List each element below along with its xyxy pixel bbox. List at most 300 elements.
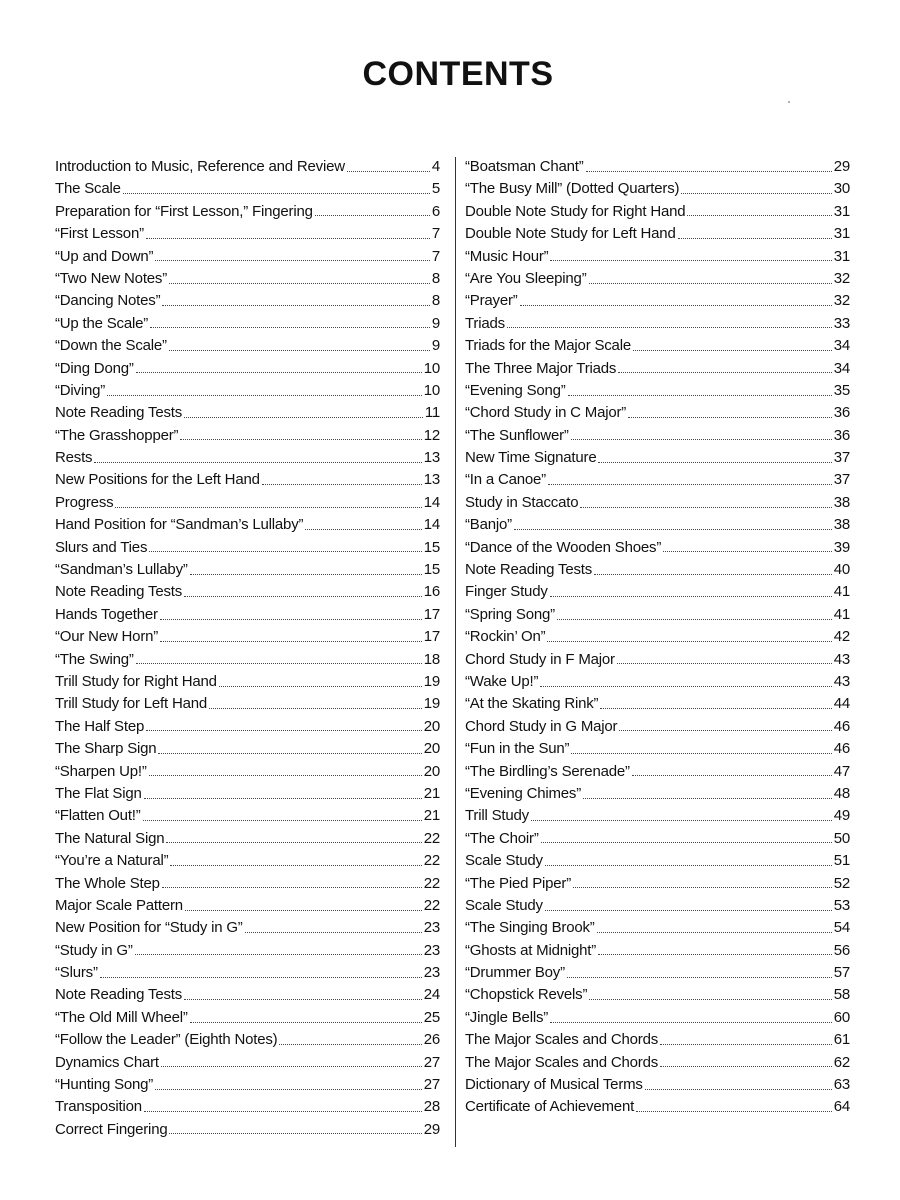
contents-entry bbox=[55, 671, 440, 693]
contents-entry bbox=[55, 962, 440, 984]
dot-leader bbox=[632, 775, 832, 776]
dot-leader bbox=[146, 238, 430, 239]
entry-title: “In a Canoe” bbox=[465, 471, 546, 489]
dot-leader bbox=[598, 462, 831, 463]
entry-title: Trill Study for Right Hand bbox=[55, 672, 217, 690]
dot-leader bbox=[687, 215, 831, 216]
contents-entry bbox=[465, 1029, 850, 1051]
entry-page-number: 32 bbox=[833, 292, 850, 310]
contents-entry bbox=[465, 290, 850, 312]
contents-entry bbox=[465, 895, 850, 917]
entry-page-number: 14 bbox=[423, 516, 440, 534]
dot-leader bbox=[660, 1044, 832, 1045]
entry-page-number: 34 bbox=[833, 337, 850, 355]
contents-entry bbox=[55, 402, 440, 424]
dot-leader bbox=[162, 305, 429, 306]
entry-title: “Sandman’s Lullaby” bbox=[55, 561, 188, 579]
entry-title: “Rockin’ On” bbox=[465, 628, 546, 646]
entry-title: Introduction to Music, Reference and Review bbox=[55, 158, 345, 175]
entry-title: “Slurs” bbox=[55, 964, 98, 982]
contents-entry bbox=[465, 246, 850, 268]
entry-page-number: 62 bbox=[833, 1053, 850, 1071]
dot-leader bbox=[520, 305, 832, 306]
dot-leader bbox=[347, 171, 430, 172]
entry-page-number: 38 bbox=[833, 493, 850, 511]
entry-title: Note Reading Tests bbox=[55, 583, 183, 601]
contents-entry bbox=[55, 984, 440, 1006]
entry-page-number: 46 bbox=[833, 740, 850, 758]
contents-entry bbox=[465, 850, 850, 872]
dot-leader bbox=[94, 462, 421, 463]
dot-leader bbox=[547, 641, 831, 642]
entry-page-number: 24 bbox=[423, 986, 440, 1004]
entry-page-number: 47 bbox=[833, 762, 850, 780]
dot-leader bbox=[645, 1089, 832, 1090]
entry-title: “At the Skating Rink” bbox=[465, 695, 599, 713]
contents-entry bbox=[55, 246, 440, 268]
entry-title: “Boatsman Chant” bbox=[465, 158, 584, 175]
entry-page-number: 46 bbox=[833, 717, 850, 735]
contents-entry bbox=[465, 671, 850, 693]
entry-page-number: 28 bbox=[423, 1098, 440, 1116]
contents-entry bbox=[55, 425, 440, 447]
dot-leader bbox=[573, 887, 832, 888]
dot-leader bbox=[617, 663, 832, 664]
contents-entry bbox=[465, 1052, 850, 1074]
contents-entry bbox=[465, 917, 850, 939]
dot-leader bbox=[169, 283, 430, 284]
contents-entry bbox=[465, 402, 850, 424]
entry-title: “Down the Scale” bbox=[55, 337, 167, 355]
entry-page-number: 4 bbox=[431, 158, 440, 175]
entry-title: “Follow the Leader” (Eighth Notes) bbox=[55, 1031, 278, 1049]
dot-leader bbox=[597, 932, 832, 933]
entry-page-number: 16 bbox=[423, 583, 440, 601]
contents-entry bbox=[55, 783, 440, 805]
dot-leader bbox=[184, 596, 422, 597]
dot-leader bbox=[568, 395, 832, 396]
entry-title: “Hunting Song” bbox=[55, 1076, 154, 1094]
contents-entry bbox=[55, 581, 440, 603]
entry-page-number: 58 bbox=[833, 986, 850, 1004]
entry-title: Dictionary of Musical Terms bbox=[465, 1076, 643, 1094]
entry-title: Certificate of Achievement bbox=[465, 1098, 635, 1116]
entry-title: “The Pied Piper” bbox=[465, 874, 572, 892]
dot-leader bbox=[136, 663, 422, 664]
entry-page-number: 19 bbox=[423, 672, 440, 690]
dot-leader bbox=[550, 260, 831, 261]
entry-title: The Half Step bbox=[55, 717, 145, 735]
entry-page-number: 37 bbox=[833, 471, 850, 489]
contents-entry bbox=[55, 156, 440, 178]
contents-entry bbox=[55, 828, 440, 850]
entry-page-number: 27 bbox=[423, 1053, 440, 1071]
contents-entry bbox=[55, 1074, 440, 1096]
entry-page-number: 20 bbox=[423, 740, 440, 758]
entry-title: “Sharpen Up!” bbox=[55, 762, 147, 780]
entry-page-number: 22 bbox=[423, 874, 440, 892]
dot-leader bbox=[115, 507, 421, 508]
entry-title: “You’re a Natural” bbox=[55, 852, 169, 870]
entry-title: New Position for “Study in G” bbox=[55, 919, 243, 937]
dot-leader bbox=[619, 730, 831, 731]
entry-page-number: 29 bbox=[423, 1120, 440, 1138]
dot-leader bbox=[170, 865, 421, 866]
entry-page-number: 44 bbox=[833, 695, 850, 713]
entry-page-number: 60 bbox=[833, 1008, 850, 1026]
contents-entry bbox=[465, 649, 850, 671]
entry-page-number: 40 bbox=[833, 561, 850, 579]
entry-title: “The Old Mill Wheel” bbox=[55, 1008, 188, 1026]
dot-leader bbox=[589, 999, 831, 1000]
column-divider bbox=[455, 157, 456, 1147]
contents-entry bbox=[55, 895, 440, 917]
entry-title: “Spring Song” bbox=[465, 605, 555, 623]
contents-entry bbox=[55, 761, 440, 783]
entry-title: Preparation for “First Lesson,” Fingering bbox=[55, 202, 313, 220]
contents-entry bbox=[465, 604, 850, 626]
entry-title: “Dance of the Wooden Shoes” bbox=[465, 538, 662, 556]
contents-entry bbox=[465, 380, 850, 402]
entry-page-number: 14 bbox=[423, 493, 440, 511]
dot-leader bbox=[514, 529, 832, 530]
entry-title: “Diving” bbox=[55, 381, 106, 399]
entry-title: Note Reading Tests bbox=[465, 561, 593, 579]
entry-page-number: 17 bbox=[423, 605, 440, 623]
entry-page-number: 31 bbox=[833, 247, 850, 265]
dot-leader bbox=[618, 372, 831, 373]
entry-page-number: 26 bbox=[423, 1031, 440, 1049]
entry-title: Trill Study bbox=[465, 807, 529, 825]
entry-title: Slurs and Ties bbox=[55, 538, 148, 556]
dot-leader bbox=[135, 954, 422, 955]
dot-leader bbox=[583, 798, 832, 799]
contents-entry bbox=[55, 917, 440, 939]
dot-leader bbox=[184, 417, 423, 418]
dot-leader bbox=[550, 1022, 832, 1023]
contents-entry bbox=[465, 156, 850, 178]
contents-entry bbox=[465, 425, 850, 447]
dot-leader bbox=[541, 842, 832, 843]
contents-entry bbox=[465, 805, 850, 827]
contents-entry bbox=[465, 716, 850, 738]
entry-page-number: 38 bbox=[833, 516, 850, 534]
dot-leader bbox=[594, 574, 832, 575]
dot-leader bbox=[580, 507, 831, 508]
dot-leader bbox=[185, 910, 422, 911]
entry-title: “Study in G” bbox=[55, 941, 133, 959]
contents-entry bbox=[55, 873, 440, 895]
entry-page-number: 41 bbox=[833, 583, 850, 601]
contents-entry bbox=[55, 223, 440, 245]
contents-entry bbox=[55, 1007, 440, 1029]
contents-entry bbox=[55, 178, 440, 200]
dot-leader bbox=[681, 193, 831, 194]
dot-leader bbox=[123, 193, 430, 194]
entry-title: “Music Hour” bbox=[465, 247, 549, 265]
contents-entry bbox=[465, 761, 850, 783]
contents-entry bbox=[55, 626, 440, 648]
contents-entry bbox=[465, 335, 850, 357]
entry-title: The Natural Sign bbox=[55, 829, 165, 847]
entry-page-number: 22 bbox=[423, 829, 440, 847]
contents-entry bbox=[55, 559, 440, 581]
entry-title: “First Lesson” bbox=[55, 225, 144, 243]
entry-title: “Evening Song” bbox=[465, 381, 566, 399]
entry-title: Double Note Study for Left Hand bbox=[465, 225, 676, 243]
entry-page-number: 27 bbox=[423, 1076, 440, 1094]
entry-title: “Flatten Out!” bbox=[55, 807, 141, 825]
entry-title: “Up and Down” bbox=[55, 247, 154, 265]
dot-leader bbox=[144, 798, 422, 799]
entry-title: “The Swing” bbox=[55, 650, 134, 668]
entry-page-number: 37 bbox=[833, 449, 850, 467]
entry-page-number: 11 bbox=[424, 404, 440, 422]
dot-leader bbox=[540, 686, 831, 687]
entry-page-number: 23 bbox=[423, 941, 440, 959]
contents-entry bbox=[55, 201, 440, 223]
dot-leader bbox=[143, 820, 422, 821]
contents-entry bbox=[465, 783, 850, 805]
contents-entry bbox=[465, 1096, 850, 1118]
entry-title: “Ghosts at Midnight” bbox=[465, 941, 597, 959]
entry-page-number: 12 bbox=[423, 426, 440, 444]
entry-title: Rests bbox=[55, 449, 93, 467]
entry-page-number: 48 bbox=[833, 784, 850, 802]
contents-entry bbox=[465, 828, 850, 850]
entry-title: “Prayer” bbox=[465, 292, 518, 310]
dot-leader bbox=[146, 730, 422, 731]
dot-leader bbox=[633, 350, 832, 351]
entry-title: “Evening Chimes” bbox=[465, 784, 582, 802]
dot-leader bbox=[545, 865, 832, 866]
entry-page-number: 22 bbox=[423, 852, 440, 870]
entry-page-number: 20 bbox=[423, 717, 440, 735]
dot-leader bbox=[598, 954, 832, 955]
contents-entry bbox=[55, 1029, 440, 1051]
entry-page-number: 22 bbox=[423, 896, 440, 914]
contents-column-left bbox=[55, 156, 440, 1141]
dot-leader bbox=[262, 484, 422, 485]
entry-title: “Dancing Notes” bbox=[55, 292, 161, 310]
entry-title: Scale Study bbox=[465, 896, 543, 914]
dot-leader bbox=[660, 1066, 832, 1067]
entry-page-number: 13 bbox=[423, 449, 440, 467]
entry-page-number: 43 bbox=[833, 672, 850, 690]
entry-title: Progress bbox=[55, 493, 114, 511]
dot-leader bbox=[150, 327, 430, 328]
entry-page-number: 20 bbox=[423, 762, 440, 780]
dot-leader bbox=[305, 529, 421, 530]
entry-page-number: 64 bbox=[833, 1098, 850, 1116]
entry-page-number: 10 bbox=[423, 381, 440, 399]
dot-leader bbox=[636, 1111, 832, 1112]
entry-title: “The Busy Mill” (Dotted Quarters) bbox=[465, 180, 680, 198]
entry-title: “Up the Scale” bbox=[55, 314, 149, 332]
entry-page-number: 36 bbox=[833, 404, 850, 422]
entry-title: “The Grasshopper” bbox=[55, 426, 179, 444]
contents-entry bbox=[55, 738, 440, 760]
contents-entry bbox=[55, 268, 440, 290]
contents-entry bbox=[55, 1096, 440, 1118]
entry-page-number: 53 bbox=[833, 896, 850, 914]
entry-page-number: 42 bbox=[833, 628, 850, 646]
entry-title: Double Note Study for Right Hand bbox=[465, 202, 686, 220]
dot-leader bbox=[136, 372, 422, 373]
entry-page-number: 15 bbox=[423, 561, 440, 579]
dot-leader bbox=[144, 1111, 422, 1112]
dot-leader bbox=[571, 439, 832, 440]
dot-leader bbox=[245, 932, 422, 933]
contents-entry bbox=[465, 447, 850, 469]
entry-page-number: 56 bbox=[833, 941, 850, 959]
entry-title: “Chord Study in C Major” bbox=[465, 404, 627, 422]
dot-leader bbox=[550, 596, 832, 597]
dot-leader bbox=[169, 1133, 421, 1134]
contents-entry bbox=[465, 358, 850, 380]
dot-leader bbox=[545, 910, 832, 911]
entry-title: Hands Together bbox=[55, 605, 158, 623]
contents-entry bbox=[465, 469, 850, 491]
entry-page-number: 29 bbox=[833, 158, 850, 175]
page-title: CONTENTS bbox=[362, 55, 554, 93]
contents-entry bbox=[55, 447, 440, 469]
entry-page-number: 31 bbox=[833, 225, 850, 243]
contents-entry bbox=[465, 1007, 850, 1029]
entry-title: “Wake Up!” bbox=[465, 672, 539, 690]
dot-leader bbox=[155, 260, 430, 261]
contents-entry bbox=[55, 492, 440, 514]
entry-page-number: 7 bbox=[431, 225, 440, 243]
entry-title: “Jingle Bells” bbox=[465, 1008, 549, 1026]
entry-title: Hand Position for “Sandman’s Lullaby” bbox=[55, 516, 304, 534]
entry-page-number: 10 bbox=[423, 359, 440, 377]
contents-entry bbox=[55, 1052, 440, 1074]
entry-title: The Flat Sign bbox=[55, 784, 142, 802]
entry-page-number: 63 bbox=[833, 1076, 850, 1094]
entry-page-number: 25 bbox=[423, 1008, 440, 1026]
contents-entry bbox=[55, 335, 440, 357]
dot-leader bbox=[161, 1066, 422, 1067]
contents-entry bbox=[55, 649, 440, 671]
entry-title: Chord Study in F Major bbox=[465, 650, 615, 668]
entry-title: “Fun in the Sun” bbox=[465, 740, 570, 758]
entry-title: Note Reading Tests bbox=[55, 986, 183, 1004]
entry-title: The Major Scales and Chords bbox=[465, 1031, 659, 1049]
dot-leader bbox=[507, 327, 832, 328]
contents-entry bbox=[465, 984, 850, 1006]
entry-page-number: 49 bbox=[833, 807, 850, 825]
entry-page-number: 54 bbox=[833, 919, 850, 937]
entry-title: “Two New Notes” bbox=[55, 269, 168, 287]
entry-page-number: 13 bbox=[423, 471, 440, 489]
contents-entry bbox=[465, 178, 850, 200]
dot-leader bbox=[628, 417, 832, 418]
entry-page-number: 57 bbox=[833, 964, 850, 982]
entry-page-number: 18 bbox=[423, 650, 440, 668]
contents-entry bbox=[55, 940, 440, 962]
dot-leader bbox=[107, 395, 422, 396]
entry-page-number: 19 bbox=[423, 695, 440, 713]
entry-title: The Major Scales and Chords bbox=[465, 1053, 659, 1071]
contents-entry bbox=[465, 313, 850, 335]
dot-leader bbox=[586, 171, 832, 172]
entry-title: The Scale bbox=[55, 180, 121, 198]
entry-title: “The Birdling’s Serenade” bbox=[465, 762, 630, 780]
entry-page-number: 39 bbox=[833, 538, 850, 556]
entry-title: Note Reading Tests bbox=[55, 404, 183, 422]
entry-page-number: 23 bbox=[423, 964, 440, 982]
entry-title: Major Scale Pattern bbox=[55, 896, 183, 914]
dot-leader bbox=[190, 1022, 422, 1023]
entry-title: The Sharp Sign bbox=[55, 740, 157, 758]
scan-speck bbox=[788, 101, 790, 103]
contents-entry bbox=[55, 514, 440, 536]
entry-page-number: 34 bbox=[833, 359, 850, 377]
entry-title: Triads for the Major Scale bbox=[465, 337, 631, 355]
contents-entry bbox=[465, 223, 850, 245]
contents-entry bbox=[465, 268, 850, 290]
contents-column-right bbox=[465, 156, 850, 1119]
dot-leader bbox=[149, 551, 421, 552]
dot-leader bbox=[571, 753, 831, 754]
entry-title: Transposition bbox=[55, 1098, 142, 1116]
dot-leader bbox=[160, 641, 422, 642]
dot-leader bbox=[219, 686, 422, 687]
contents-entry bbox=[55, 850, 440, 872]
entry-title: Correct Fingering bbox=[55, 1120, 168, 1138]
dot-leader bbox=[169, 350, 430, 351]
contents-entry bbox=[55, 469, 440, 491]
dot-leader bbox=[589, 283, 832, 284]
entry-title: Triads bbox=[465, 314, 505, 332]
contents-entry bbox=[465, 693, 850, 715]
entry-page-number: 61 bbox=[833, 1031, 850, 1049]
entry-page-number: 6 bbox=[431, 202, 440, 220]
dot-leader bbox=[166, 842, 421, 843]
contents-entry bbox=[465, 201, 850, 223]
entry-page-number: 21 bbox=[423, 784, 440, 802]
entry-page-number: 33 bbox=[833, 314, 850, 332]
entry-page-number: 43 bbox=[833, 650, 850, 668]
contents-entry bbox=[465, 1074, 850, 1096]
entry-title: Trill Study for Left Hand bbox=[55, 695, 208, 713]
dot-leader bbox=[600, 708, 831, 709]
entry-page-number: 17 bbox=[423, 628, 440, 646]
dot-leader bbox=[184, 999, 422, 1000]
entry-page-number: 8 bbox=[431, 269, 440, 287]
entry-title: Study in Staccato bbox=[465, 493, 579, 511]
entry-title: “Chopstick Revels” bbox=[465, 986, 588, 1004]
entry-title: “The Choir” bbox=[465, 829, 539, 847]
dot-leader bbox=[162, 887, 422, 888]
contents-entry bbox=[55, 380, 440, 402]
entry-title: Dynamics Chart bbox=[55, 1053, 159, 1071]
entry-page-number: 9 bbox=[431, 337, 440, 355]
dot-leader bbox=[155, 1089, 422, 1090]
contents-entry bbox=[55, 290, 440, 312]
entry-page-number: 52 bbox=[833, 874, 850, 892]
contents-entry bbox=[55, 805, 440, 827]
contents-entry bbox=[465, 873, 850, 895]
entry-title: “Are You Sleeping” bbox=[465, 269, 587, 287]
contents-entry bbox=[465, 514, 850, 536]
entry-page-number: 36 bbox=[833, 426, 850, 444]
entry-title: New Positions for the Left Hand bbox=[55, 471, 260, 489]
contents-entry bbox=[55, 693, 440, 715]
entry-title: “The Sunflower” bbox=[465, 426, 569, 444]
dot-leader bbox=[531, 820, 832, 821]
